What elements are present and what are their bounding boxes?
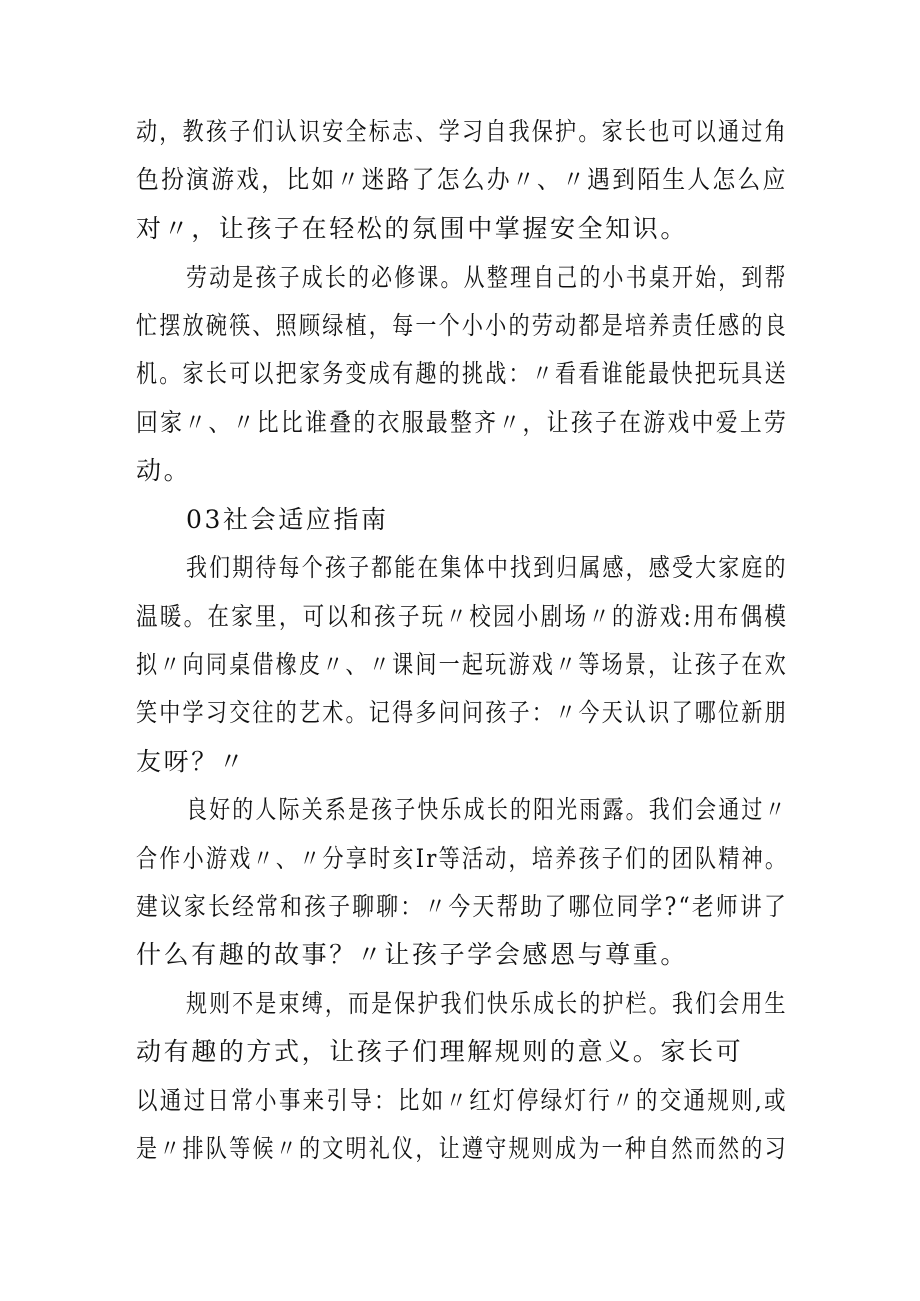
paragraph-start-line: 良好的人际关系是孩子快乐成长的阳光雨露。我们会通过〃 [186, 795, 788, 824]
text-line: 回家〃、〃比比谁叠的衣服最整齐〃，让孩子在游戏中爱上劳 [136, 408, 789, 437]
text-line: 什么有趣的故事？〃让孩子学会感恩与尊重。 [136, 940, 689, 969]
text-line: 色扮演游戏，比如〃迷路了怎么办〃、〃遇到陌生人怎么应 [136, 165, 788, 194]
text-line: 以通过日常小事来引导：比如〃红灯停绿灯行〃的交通规则,或 [136, 1086, 788, 1115]
text-line: 动。 [136, 456, 192, 485]
text-line: 建议家长经常和孩子聊聊：〃今天帮助了哪位同学?“老师讲了 [136, 892, 789, 921]
text-line: 忙摆放碗筷、照顾绿植，每一个小小的劳动都是培养责任感的良 [136, 311, 788, 340]
text-line: 机。家长可以把家务变成有趣的挑战：〃看看谁能最快把玩具送 [136, 359, 788, 388]
text-line: 是〃排队等候〃的文明礼仪，让遵守规则成为一种自然而然的习 [136, 1134, 788, 1163]
text-line: 友呀？〃 [136, 747, 247, 776]
text-line: 合作小游戏〃、〃分享时亥Ir等活动，培养孩子们的团队精神。 [136, 844, 789, 873]
text-line: 动有趣的方式，让孩子们理解规则的意义。家长可 [136, 1037, 744, 1066]
text-line: 笑中学习交往的艺术。记得多问问孩子：〃今天认识了哪位新朋 [136, 698, 788, 727]
text-line: 拟〃向同桌借橡皮〃、〃课间一起玩游戏〃等场景，让孩子在欢 [136, 650, 788, 679]
paragraph-start-line: 劳动是孩子成长的必修课。从整理自己的小书桌开始，到帮 [186, 263, 788, 292]
section-heading: 03社会适应指南 [186, 505, 389, 534]
text-line: 动，教孩子们认识安全标志、学习自我保护。家长也可以通过角 [136, 117, 788, 146]
text-line: 温暖。在家里，可以和孩子玩〃校园小剧场〃的游戏:用布偶模 [136, 602, 789, 631]
paragraph-start-line: 规则不是束缚，而是保护我们快乐成长的护栏。我们会用生 [186, 989, 788, 1018]
text-line: 对〃，让孩子在轻松的氛围中掌握安全知识。 [136, 214, 689, 243]
paragraph-start-line: 我们期待每个孩子都能在集体中找到归属感，感受大家庭的 [186, 553, 788, 582]
